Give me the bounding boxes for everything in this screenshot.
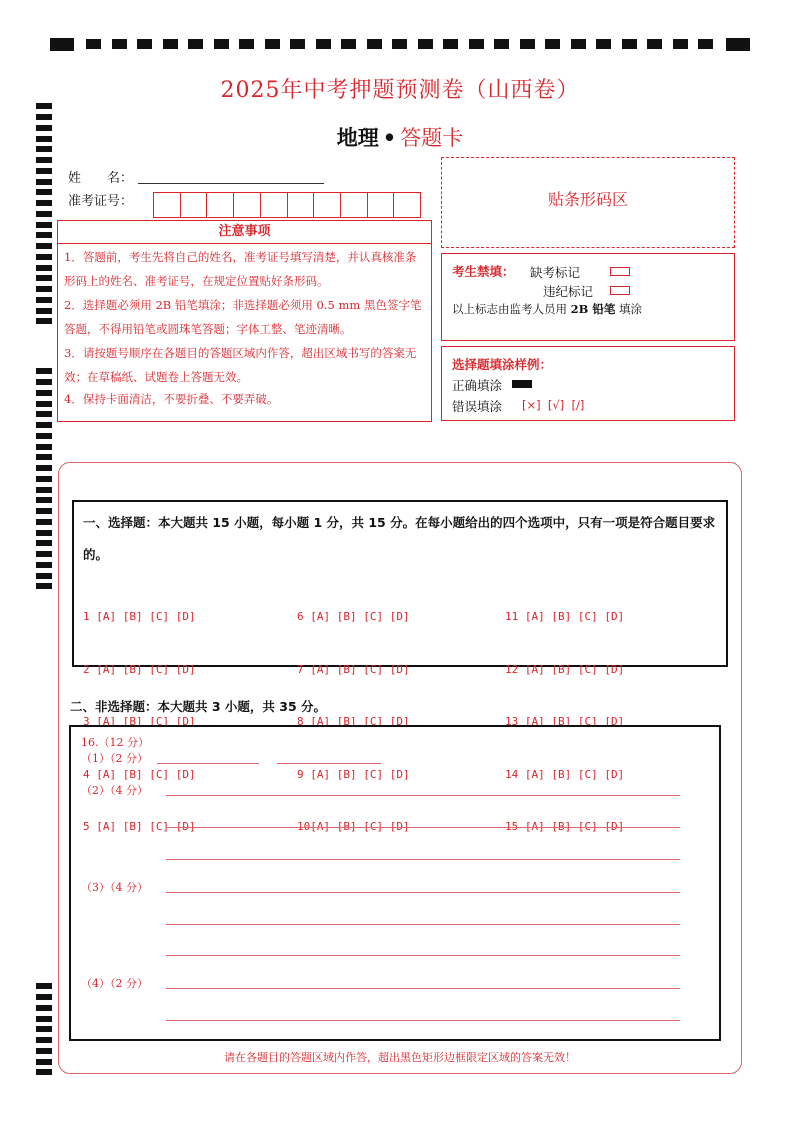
timing-mark <box>36 983 52 989</box>
absent-mark-box <box>610 267 630 276</box>
timing-mark <box>341 39 356 49</box>
timing-mark <box>392 39 407 49</box>
mc-question[interactable]: 6 [A] [B] [C] [D] <box>297 610 410 623</box>
wrong-fill-samples: [×] [√] [/] <box>522 398 585 412</box>
timing-mark <box>36 222 52 228</box>
timing-mark <box>36 487 52 493</box>
timing-mark <box>36 114 52 120</box>
answer-line[interactable] <box>166 892 680 893</box>
timing-mark <box>36 211 52 217</box>
page-title: 2025年中考押题预测卷（山西卷） <box>220 78 580 103</box>
answer-line[interactable] <box>166 827 680 828</box>
timing-mark <box>494 39 509 49</box>
q16-title: 16.（12 分） <box>81 736 149 749</box>
q16-part1-blank[interactable] <box>157 763 259 764</box>
name-field[interactable] <box>138 182 324 184</box>
timing-mark <box>36 1005 52 1011</box>
examiner-note-suffix: 填涂 <box>619 302 643 316</box>
timing-mark <box>50 38 74 51</box>
timing-mark <box>36 254 52 260</box>
notice-item-4: 4．保持卡面清洁，不要折叠、不要弄破。 <box>64 392 279 406</box>
exam-id-label: 准考证号： <box>68 194 134 209</box>
timing-mark <box>36 476 52 482</box>
timing-mark <box>36 308 52 314</box>
exam-id-digit-box[interactable] <box>314 193 341 217</box>
subject-label: 地理 <box>336 125 379 150</box>
examiner-only-heading: 考生禁填： <box>452 264 515 279</box>
timing-mark <box>698 39 713 49</box>
q16-part1-label: （1）（2 分） <box>81 752 148 765</box>
answer-line[interactable] <box>166 859 680 860</box>
timing-mark <box>36 189 52 195</box>
exam-id-digit-box[interactable] <box>394 193 420 217</box>
timing-mark <box>214 39 229 49</box>
exam-id-digit-box[interactable] <box>288 193 315 217</box>
timing-mark <box>112 39 127 49</box>
mc-question[interactable]: 12 [A] [B] [C] [D] <box>505 662 625 676</box>
mc-question[interactable]: 5 [A] [B] [C] [D] <box>83 820 196 833</box>
answer-line[interactable] <box>166 988 680 989</box>
timing-mark <box>596 39 611 49</box>
timing-mark <box>36 433 52 439</box>
timing-mark <box>469 39 484 49</box>
violation-mark-label: 违纪标记 <box>543 284 594 299</box>
timing-mark <box>36 530 52 536</box>
timing-mark <box>622 39 637 49</box>
timing-mark <box>36 286 52 292</box>
timing-mark <box>36 368 52 374</box>
timing-mark <box>36 265 52 271</box>
name-label: 姓 名： <box>68 171 134 186</box>
timing-mark <box>137 39 152 49</box>
violation-mark-box <box>610 286 630 295</box>
mc-question[interactable]: 1 [A] [B] [C] [D] <box>83 610 196 623</box>
timing-mark <box>36 551 52 557</box>
absent-mark-label: 缺考标记 <box>530 265 581 280</box>
timing-mark <box>36 157 52 163</box>
timing-mark <box>36 401 52 407</box>
timing-mark <box>545 39 560 49</box>
mc-question[interactable]: 2 [A] [B] [C] [D] <box>83 662 196 676</box>
answer-line[interactable] <box>166 1020 680 1021</box>
timing-mark <box>36 519 52 525</box>
q16-part1-blank[interactable] <box>277 763 381 764</box>
timing-mark <box>726 38 750 51</box>
q16-part2-label: （2）（4 分） <box>81 784 148 797</box>
examiner-note <box>452 301 642 317</box>
mc-question[interactable]: 7 [A] [B] [C] [D] <box>297 662 410 676</box>
exam-id-digit-box[interactable] <box>207 193 234 217</box>
exam-id-boxes[interactable] <box>153 192 421 218</box>
notice-heading: 注意事项 <box>58 221 431 244</box>
timing-mark <box>36 573 52 579</box>
card-label: 答题卡 <box>400 126 464 150</box>
timing-mark <box>36 1026 52 1032</box>
answer-line[interactable] <box>166 795 680 796</box>
mc-question[interactable]: 3 [A] [B] [C] [D] <box>83 715 196 728</box>
timing-mark <box>36 497 52 503</box>
timing-mark <box>36 179 52 185</box>
timing-mark <box>163 39 178 49</box>
mc-question[interactable]: 15 [A] [B] [C] [D] <box>505 820 625 833</box>
timing-mark <box>36 1037 52 1043</box>
timing-mark <box>520 39 535 49</box>
timing-mark <box>36 454 52 460</box>
exam-id-digit-box[interactable] <box>261 193 288 217</box>
timing-mark <box>86 39 101 49</box>
wrong-fill-label: 错误填涂 <box>452 399 503 414</box>
timing-mark <box>290 39 305 49</box>
correct-fill-label: 正确填涂 <box>452 378 503 393</box>
timing-mark <box>36 444 52 450</box>
timing-mark <box>188 39 203 49</box>
answer-line[interactable] <box>166 955 680 956</box>
mc-question[interactable]: 13 [A] [B] [C] [D] <box>505 715 625 728</box>
barcode-area: 贴条形码区 <box>441 157 735 248</box>
mc-question[interactable]: 14 [A] [B] [C] [D] <box>505 767 625 781</box>
timing-mark <box>36 411 52 417</box>
correct-fill-sample <box>512 380 532 388</box>
mc-question[interactable]: 4 [A] [B] [C] [D] <box>83 767 196 781</box>
question-16-box <box>69 725 721 1041</box>
examiner-note-prefix: 以上标志由监考人员用 <box>452 302 567 316</box>
timing-mark <box>36 297 52 303</box>
timing-mark <box>36 994 52 1000</box>
answer-line[interactable] <box>166 924 680 925</box>
mc-question[interactable]: 9 [A] [B] [C] [D] <box>297 767 410 781</box>
timing-mark <box>36 318 52 324</box>
timing-mark <box>36 1069 52 1075</box>
timing-mark <box>36 379 52 385</box>
fill-sample-box <box>441 346 735 421</box>
footer-warning: 请在各题目的答题区域内作答，超出黑色矩形边框限定区域的答案无效！ <box>224 1051 576 1064</box>
q16-part4-label: （4）（2 分） <box>81 977 148 990</box>
timing-mark <box>36 583 52 589</box>
page-subtitle <box>0 122 800 152</box>
timing-mark <box>316 39 331 49</box>
timing-mark <box>36 465 52 471</box>
mc-question[interactable]: 10[A] [B] [C] [D] <box>297 820 410 833</box>
exam-id-digit-box[interactable] <box>234 193 261 217</box>
exam-id-digit-box[interactable] <box>341 193 368 217</box>
notice-item-1: 1．答题前，考生先将自己的姓名，准考证号填写清楚，并认真核准条形码上的姓名、准考证号，在规定位置贴好条形码。 <box>64 250 417 288</box>
section1-heading: 一、选择题：本大题共 15 小题，每小题 1 分，共 15 分。在每小题给出的四个选项中，只有一项是符合题目要求的。 <box>83 515 716 562</box>
notice-box <box>57 220 432 422</box>
timing-mark <box>673 39 688 49</box>
mc-question[interactable]: 11 [A] [B] [C] [D] <box>505 610 625 623</box>
timing-mark <box>36 200 52 206</box>
timing-mark <box>418 39 433 49</box>
timing-mark <box>647 39 662 49</box>
timing-mark <box>36 508 52 514</box>
section2-heading: 二、非选择题：本大题共 3 小题，共 35 分。 <box>70 699 327 714</box>
timing-mark <box>36 232 52 238</box>
fill-sample-heading: 选择题填涂样例： <box>452 357 553 372</box>
exam-id-digit-box[interactable] <box>181 193 208 217</box>
timing-mark <box>36 275 52 281</box>
timing-mark <box>36 1016 52 1022</box>
timing-mark <box>36 168 52 174</box>
q16-part3-label: （3）（4 分） <box>81 881 148 894</box>
top-timing-bar <box>50 38 750 52</box>
notice-item-3: 3．请按题号顺序在各题目的答题区域内作答，超出区域书写的答案无效；在草稿纸、试题卷上答题无效。 <box>64 346 417 384</box>
title-separator: • <box>382 125 397 150</box>
notice-item-2: 2．选择题必须用 2B 铅笔填涂；非选择题必须用 0.5 mm 黑色签字笔答题，不得用铅笔或圆珠笔答题；字体工整、笔迹清晰。 <box>64 298 422 336</box>
exam-id-digit-box[interactable] <box>154 193 181 217</box>
exam-id-digit-box[interactable] <box>368 193 395 217</box>
mc-question[interactable]: 8 [A] [B] [C] [D] <box>297 715 410 728</box>
timing-mark <box>36 243 52 249</box>
examiner-only-box <box>441 253 735 341</box>
timing-mark <box>239 39 254 49</box>
timing-mark <box>443 39 458 49</box>
timing-mark <box>36 390 52 396</box>
timing-mark <box>367 39 382 49</box>
timing-mark <box>571 39 586 49</box>
timing-mark <box>36 540 52 546</box>
timing-mark <box>36 422 52 428</box>
timing-mark <box>36 562 52 568</box>
timing-mark <box>265 39 280 49</box>
examiner-note-bold: 2B 铅笔 <box>570 302 616 316</box>
